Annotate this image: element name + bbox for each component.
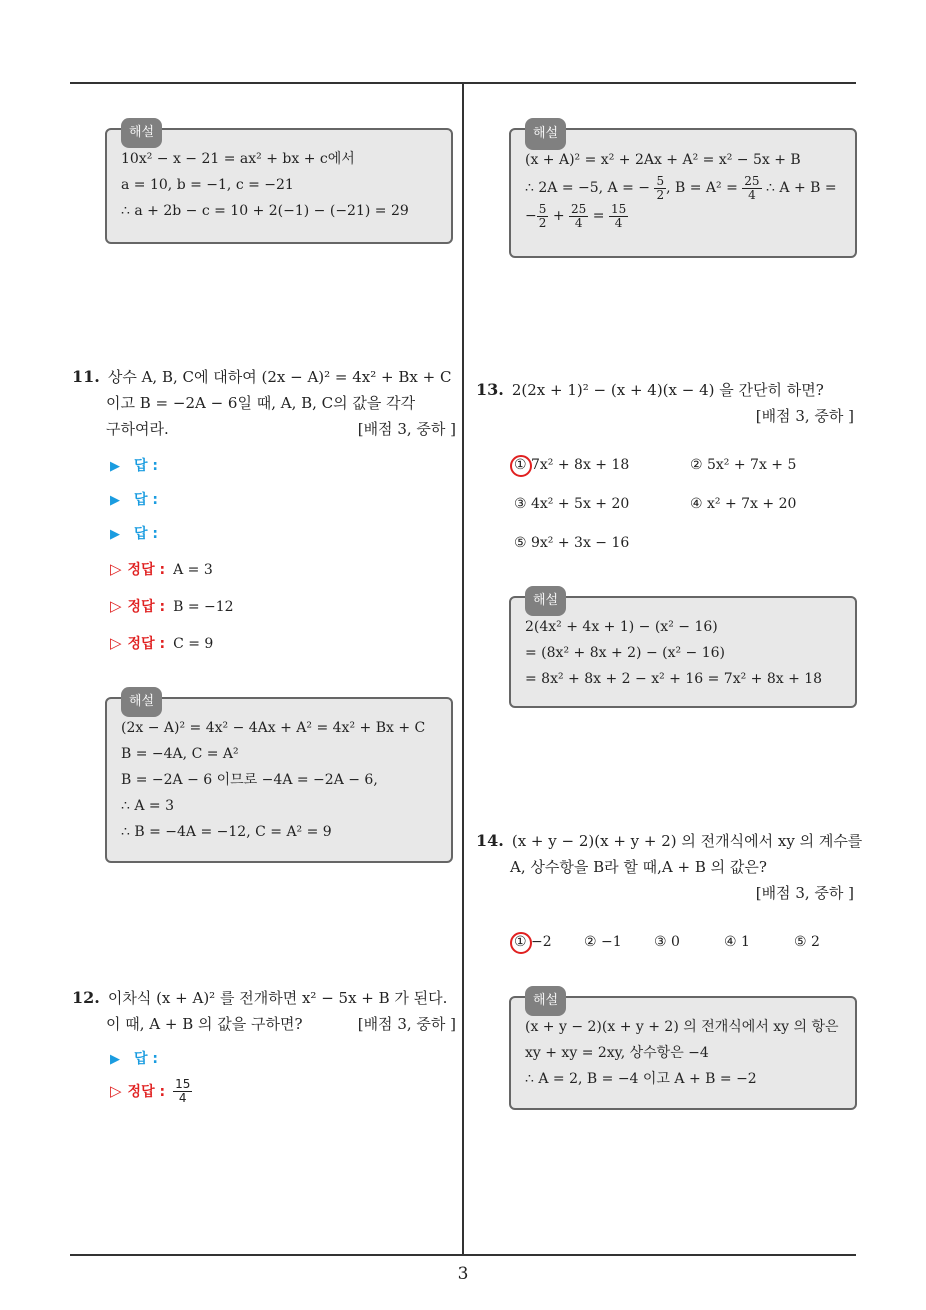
outline-triangle-icon: ▷ xyxy=(110,1081,122,1100)
q12-solution-text: + xyxy=(548,208,565,224)
points-label: [배점 3, 중하 ] xyxy=(357,420,456,438)
points-label: [배점 3, 중하 ] xyxy=(357,1015,456,1033)
q10-solution-box xyxy=(105,125,453,244)
solution-tag: 해설 xyxy=(121,118,162,148)
choice-4[interactable]: ④ 1 xyxy=(724,934,750,950)
answer-label: 답 : xyxy=(134,1051,158,1067)
choice-1[interactable]: ① −2 xyxy=(514,934,552,950)
q12-solution-box xyxy=(509,128,857,258)
q12-solution-line xyxy=(525,202,845,230)
question-number: 12. xyxy=(72,988,100,1007)
fraction xyxy=(654,175,666,202)
choice-2[interactable]: ② 5x² + 7x + 5 xyxy=(690,457,797,473)
correct-value: C = 9 xyxy=(173,636,214,652)
answer-field[interactable] xyxy=(110,489,158,509)
q11-solution-line: B = −4A, C = A² xyxy=(121,746,239,762)
fraction-denominator: 4 xyxy=(748,187,756,202)
fraction-denominator: 4 xyxy=(178,1091,187,1105)
outline-triangle-icon: ▷ xyxy=(110,597,122,615)
q13-solution-box xyxy=(509,593,857,708)
solution-tag: 해설 xyxy=(121,687,162,717)
q12-solution-line xyxy=(525,174,845,202)
q13-solution-line: 2(4x² + 4x + 1) − (x² − 16) xyxy=(525,619,718,635)
outline-triangle-icon: ▷ xyxy=(110,560,122,578)
fraction-numerator: 15 xyxy=(610,201,627,216)
q11-solution-line: (2x − A)² = 4x² − 4Ax + A² = 4x² + Bx + C xyxy=(121,720,426,736)
fraction-denominator: 2 xyxy=(538,215,547,230)
q12-solution-text: = xyxy=(588,208,605,224)
correct-label: 정답 : xyxy=(127,636,166,652)
fraction-numerator: 25 xyxy=(571,201,587,216)
q14-solution-line: xy + xy = 2xy, 상수항은 −4 xyxy=(525,1045,709,1061)
correct-answer xyxy=(110,633,213,653)
q13-text: 2(2x + 1)² − (x + 4)(x − 4) 을 간단히 하면? xyxy=(511,381,824,399)
fraction-numerator: 5 xyxy=(538,201,547,216)
correct-fraction xyxy=(173,1078,192,1105)
q11-stem xyxy=(72,364,456,442)
q14-solution-line: (x + y − 2)(x + y + 2) 의 전개식에서 xy 의 항은 xyxy=(525,1019,839,1035)
column-divider xyxy=(462,84,464,1256)
q13-solution-line: = 8x² + 8x + 2 − x² + 16 = 7x² + 8x + 18 xyxy=(525,671,823,687)
choice-5[interactable]: ⑤ 9x² + 3x − 16 xyxy=(514,535,630,551)
correct-answer xyxy=(110,559,213,579)
q11-solution-line: ∴ B = −4A = −12, C = A² = 9 xyxy=(121,824,332,840)
q13-solution-line: = (8x² + 8x + 2) − (x² − 16) xyxy=(525,645,725,661)
answer-label: 답 : xyxy=(134,526,158,542)
q12-text: 이 때, A + B 의 값을 구하면? xyxy=(106,1015,303,1033)
question-number: 11. xyxy=(72,367,100,386)
fraction-numerator: 25 xyxy=(744,173,760,188)
play-icon: ▶ xyxy=(110,1052,120,1067)
correct-label: 정답 : xyxy=(127,1083,166,1100)
fraction xyxy=(742,175,761,202)
q11-text: 구하여라. xyxy=(106,420,169,438)
q14-solution-box xyxy=(509,993,857,1110)
correct-answer xyxy=(110,596,234,616)
fraction-denominator: 4 xyxy=(574,215,583,230)
fraction xyxy=(537,203,549,230)
choice-3[interactable]: ③ 0 xyxy=(654,934,680,950)
question-number: 14. xyxy=(476,831,504,850)
q14-text: (x + y − 2)(x + y + 2) 의 전개식에서 xy 의 계수를 xyxy=(511,832,863,850)
q12-solution-text: ∴ 2A = −5, A = − xyxy=(525,180,651,196)
choice-3[interactable]: ③ 4x² + 5x + 20 xyxy=(514,496,630,512)
outline-triangle-icon: ▷ xyxy=(110,634,122,652)
answer-label: 답 : xyxy=(134,492,158,508)
q10-solution-line: ∴ a + 2b − c = 10 + 2(−1) − (−21) = 29 xyxy=(121,203,409,219)
answer-field[interactable] xyxy=(110,455,158,475)
correct-label: 정답 : xyxy=(127,599,166,615)
q14-stem xyxy=(476,828,863,906)
q12-text: 이차식 (x + A)² 를 전개하면 x² − 5x + B 가 된다. xyxy=(107,989,448,1007)
choice-1[interactable]: ① 7x² + 8x + 18 xyxy=(514,457,630,473)
choice-2[interactable]: ② −1 xyxy=(584,934,622,950)
points-label: [배점 3, 중하 ] xyxy=(755,407,854,425)
q14-text: A, 상수항을 B라 할 때,A + B 의 값은? xyxy=(510,858,767,876)
q10-solution-line: 10x² − x − 21 = ax² + bx + c에서 xyxy=(121,151,355,167)
q12-solution-line: (x + A)² = x² + 2Ax + A² = x² − 5x + B xyxy=(525,152,801,168)
points-label: [배점 3, 중하 ] xyxy=(755,884,854,902)
solution-tag: 해설 xyxy=(525,986,566,1016)
q12-stem xyxy=(72,985,456,1037)
q12-solution-text: ∴ A + B = xyxy=(761,180,837,196)
answer-field[interactable] xyxy=(110,1048,158,1068)
play-icon: ▶ xyxy=(110,459,120,474)
q12-solution-text: − xyxy=(525,208,537,224)
fraction xyxy=(569,203,588,230)
fraction-denominator: 2 xyxy=(656,187,665,202)
q10-solution-line: a = 10, b = −1, c = −21 xyxy=(121,177,294,193)
q11-text: 상수 A, B, C에 대하여 (2x − A)² = 4x² + Bx + C xyxy=(107,368,452,386)
solution-tag: 해설 xyxy=(525,118,566,150)
fraction-denominator: 4 xyxy=(614,215,623,230)
answer-field[interactable] xyxy=(110,523,158,543)
play-icon: ▶ xyxy=(110,527,120,542)
choice-4[interactable]: ④ x² + 7x + 20 xyxy=(690,496,797,512)
correct-label: 정답 : xyxy=(127,562,166,578)
fraction-numerator: 5 xyxy=(656,173,665,188)
page-number: 3 xyxy=(457,1264,469,1284)
correct-value: B = −12 xyxy=(173,599,234,615)
correct-value: A = 3 xyxy=(173,562,213,578)
play-icon: ▶ xyxy=(110,493,120,508)
q11-solution-line: ∴ A = 3 xyxy=(121,798,175,814)
q11-text: 이고 B = −2A − 6일 때, A, B, C의 값을 각각 xyxy=(106,394,416,412)
answer-label: 답 : xyxy=(134,458,158,474)
question-number: 13. xyxy=(476,380,504,399)
fraction-numerator: 15 xyxy=(175,1077,191,1091)
choice-5[interactable]: ⑤ 2 xyxy=(794,934,820,950)
q13-stem xyxy=(476,377,854,429)
q11-solution-box xyxy=(105,694,453,863)
solution-tag: 해설 xyxy=(525,586,566,616)
fraction xyxy=(609,203,628,230)
q14-solution-line: ∴ A = 2, B = −4 이고 A + B = −2 xyxy=(525,1071,757,1087)
correct-answer xyxy=(110,1078,192,1105)
q11-solution-line: B = −2A − 6 이므로 −4A = −2A − 6, xyxy=(121,772,378,788)
q12-solution-text: , B = A² = xyxy=(666,180,738,196)
